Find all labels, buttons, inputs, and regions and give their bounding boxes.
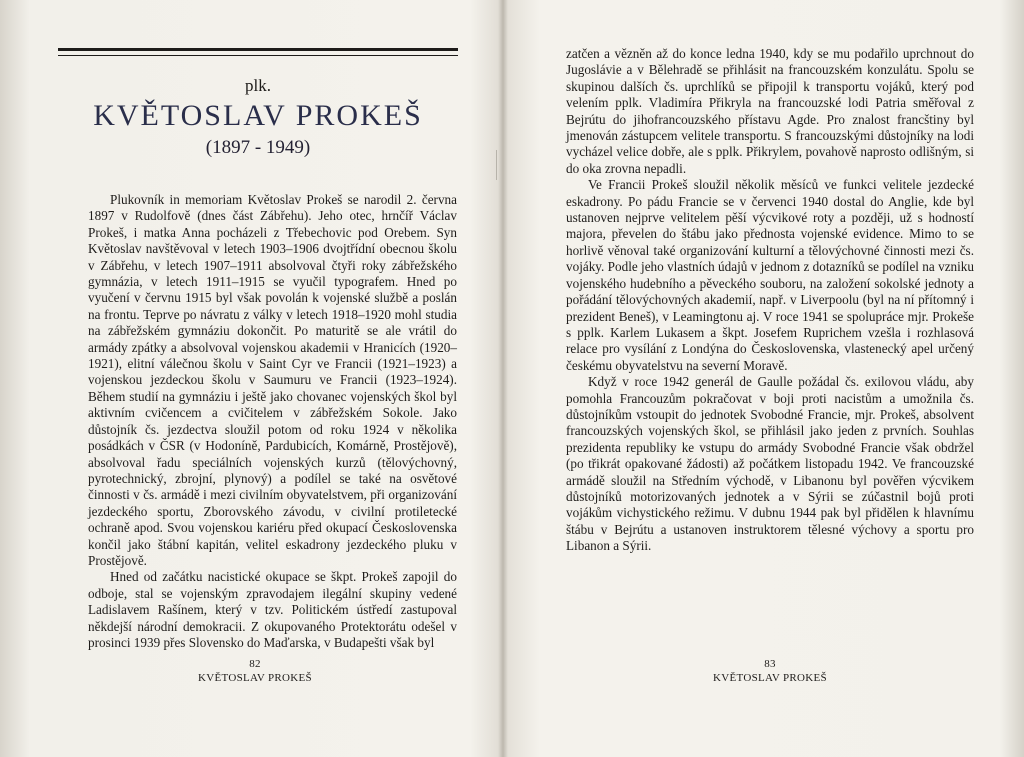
page-number: 82: [249, 658, 261, 670]
person-name-title: KVĚTOSLAV PROKEŠ: [93, 99, 423, 132]
life-years: (1897 - 1949): [205, 137, 311, 158]
header-rule-thin: [58, 55, 458, 56]
rank-label: plk.: [245, 76, 271, 95]
paragraph: Když v roce 1942 generál de Gaulle požádal čs. exilovou vládu, aby pomohla Francouzům pokračovat v boji proti nacistům a umožnila čs. důstojníkům vstoupit do jednotek Svobodné Francie, mjr. Prokeš, absolvent francouzských vojenských škol, se přihlásil jako jeden z prvních. Souhlas prezidenta republiky ke vstupu do armády Svobodné Francie však obdržel (po třikrát opakované žádosti) až počátkem listopadu 1942. Ve francouzské armádě sloužil na Středním východě, v Libanonu byl pověřen výcvikem důstojníků motorizovaných jednotek a v Sýrii se zúčastnil bojů proti vojákům vichystického režimu. V dubnu 1944 pak byl přidělen k hlavnímu štábu v Bejrútu a ustanoven instruktorem tělesné výchovy a sportu pro Libanon a Sýrii.: [566, 374, 974, 554]
header-rule-thick: [58, 48, 458, 51]
page-number: 83: [764, 658, 776, 670]
right-body-text: [566, 46, 974, 555]
left-page-footer: [55, 657, 455, 685]
paragraph: Ve Francii Prokeš sloužil několik měsíců ve funkci velitele jezdecké eskadrony. Po pádu Francie se v červenci 1940 dostal do Anglie, kde byl ustanoven nejprve velitelem pěší výcvikové roty a později, už s hodností majora, převelen do štábu jako přednosta vojenské evidence. Mimo to se horlivě věnoval také organizování kulturní a tělovýchovné činnosti mezi čs. vojáky. Podle jeho vlastních údajů v jednom z dotazníků se podílel na vzniku vojenského hudebního a pěveckého souboru, na založení sokolské jednoty a pořádání tělovýchovných akademií, např. v Liverpoolu (byl na ní přítomný i prezident Beneš), v Leamingtonu aj. V roce 1941 se spolupráce mjr. Prokeše s pplk. Karlem Lukasem a škpt. Josefem Ruprichem vzešla i rozhlasová relace pro vysílání z Londýna do Československa, vlastenecký apel určený českému obyvatelstvu na severní Moravě.: [566, 177, 974, 373]
running-footer: KVĚTOSLAV PROKEŠ: [713, 672, 827, 684]
running-footer: KVĚTOSLAV PROKEŠ: [198, 672, 312, 684]
left-page: [0, 0, 503, 757]
paragraph: Hned od začátku nacistické okupace se škpt. Prokeš zapojil do odboje, stal se vojenským zpravodajem ilegální skupiny vedené Ladislavem Rašínem, který v tzv. Politickém ústředí zastupoval někdejší národní demokracii. Z okupovaného Protektorátu odešel v prosinci 1939 přes Slovensko do Maďarska, v Budapešti však byl: [88, 569, 457, 650]
gutter-shadow: [496, 150, 497, 180]
chapter-heading: [58, 76, 458, 160]
right-page-footer: [566, 657, 974, 685]
paragraph: zatčen a vězněn až do konce ledna 1940, kdy se mu podařilo uprchnout do Jugoslávie a v Bělehradě se přihlásit na francouzském konzulátu. Spolu se skupinou dalších čs. uprchlíků se připojil k transportu vojáků, který pod velením pplk. Vladimíra Přikryla na francouzské lodi Patria směřoval z Bejrútu do jihofrancouzského přístavu Agde. Pro znalost francštiny byl jmenován zástupcem velitele transportu. S francouzskými důstojníky na lodi vycházel velice dobře, ale s pplk. Přikrylem, povahově naprosto odlišným, si do oka zrovna nepadli.: [566, 46, 974, 176]
left-body-text: [88, 192, 457, 651]
paragraph: Plukovník in memoriam Květoslav Prokeš se narodil 2. června 1897 v Rudolfově (dnes část Zábřehu). Jeho otec, hrnčíř Václav Prokeš, i matka Anna pocházeli z Třebechovic pod Orebem. Syn Květoslav navštěvoval v letech 1903–1906 dvojtřídní obecnou školu v Zábřehu, v letech 1907–1911 absolvoval čtyři roky zábřežského gymnázia, v letech 1911–1915 se vyučil typografem. Hned po vyučení v červnu 1915 byl však povolán k vojenské službě a poslán na frontu. Teprve po návratu z války v letech 1918–1920 mohl studia na zábřežském gymnáziu dokončit. Po maturitě se ale vrátil do armády zpátky a absolvoval vojenskou akademii v Hranicích (1920–1921), elitní válečnou školu v Saint Cyr ve Francii (1921–1923) a vojenskou jezdeckou školu v Saumuru ve Francii (1923–1924). Během studií na gymnáziu i ještě jako chovanec vojenských škol byl aktivním cvičencem a cvičitelem v zábřežském Sokole. Jako důstojník čs. jezdectva sloužil potom od roku 1924 v několika posádkách v ČSR (v Hodoníně, Pardubicích, Komárně, Prostějově), absolvoval řadu speciálních vojenských kurzů (tělovýchovný, pyrotechnický, zbrojní, plynový) a podílel se také na osvětové činnosti v čs. armádě i mezi civilním obyvatelstvem, při organizování jezdeckého sportu, Zborovského závodu, v civilní protiletecké ochraně apod. Svou vojenskou kariéru před okupací Československa končil jako štábní kapitán, velitel eskadrony jezdeckého pluku v Prostějově.: [88, 192, 457, 568]
